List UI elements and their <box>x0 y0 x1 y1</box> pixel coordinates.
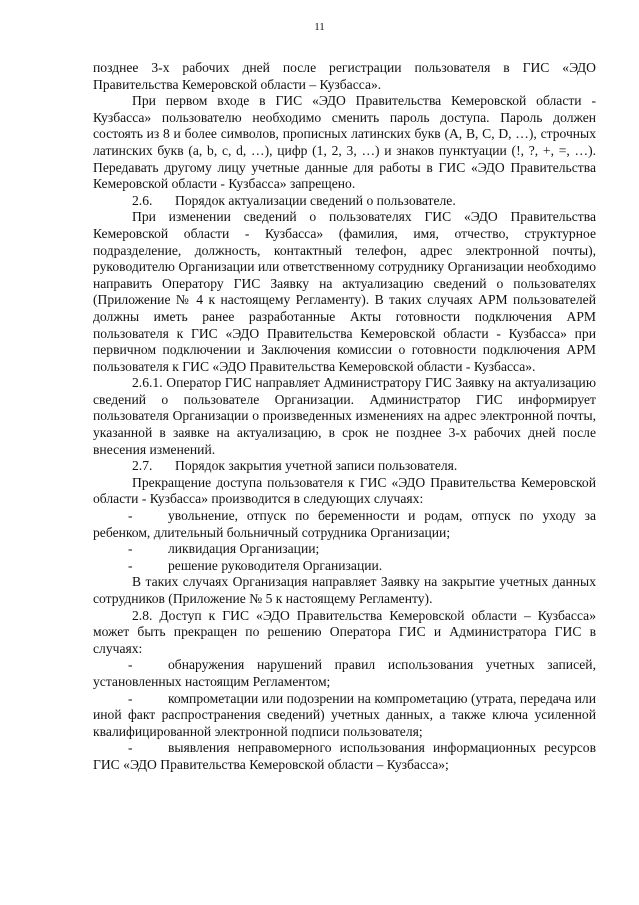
list-item <box>93 740 596 773</box>
paragraph: позднее 3-х рабочих дней после регистрации пользователя в ГИС «ЭДО Правительства Кемеровской области – Кузбасса». <box>93 60 596 92</box>
dash-marker: - <box>128 557 133 573</box>
paragraph: В таких случаях Организация направляет Заявку на закрытие учетных данных сотрудников (Приложение № 5 к настоящему Регламенту). <box>93 574 596 606</box>
dash-marker: - <box>128 657 133 673</box>
list-item-text: увольнение, отпуск по беременности и родам, отпуск по уходу за ребенком, длительный больничный сотрудника Организации; <box>93 508 596 540</box>
list-item-text: ликвидация Организации; <box>168 541 320 557</box>
section-number: 2.6. <box>132 192 153 208</box>
section-number: 2.7. <box>132 458 153 474</box>
list-item <box>93 691 596 741</box>
section-title: Порядок закрытия учетной записи пользователя. <box>175 458 458 474</box>
paragraph: При первом входе в ГИС «ЭДО Правительства Кемеровской области - Кузбасса» пользователю необходимо сменить пароль доступа. Пароль должен состоять из 8 и более символов, прописных латинских букв (A, B, C, D, …), строчных латинских букв (a, b, c, d, …), цифр (1, 2, 3, …) и знаков пунктуации (!, ?, +, =, …). Передавать другому лицу учетные данные для работы в ГИС «ЭДО Правительства Кемеровской области - Кузбасса» запрещено. <box>93 93 596 192</box>
paragraph: Прекращение доступа пользователя к ГИС «ЭДО Правительства Кемеровской области - Кузбасса» производится в следующих случаях: <box>93 474 596 507</box>
dash-marker: - <box>128 508 133 524</box>
section-heading-2-6 <box>93 193 596 210</box>
list-item-text: обнаружения нарушений правил использования учетных записей, установленных настоящим Регламентом; <box>93 657 596 689</box>
document-body <box>93 60 596 774</box>
paragraph: При изменении сведений о пользователях ГИС «ЭДО Правительства Кемеровской области - Кузбасса» (фамилия, имя, отчество, структурное подразделение, должность, контактный телефон, адрес электронной почты), руководителю Организации или ответственному сотруднику Организации необходимо направить Оператору ГИС Заявку на актуализацию сведений о пользователях (Приложение № 4 к настоящему Регламенту). В таких случаях АРМ пользователей должны иметь ранее разработанные Акты готовности подключения АРМ пользователя к ГИС «ЭДО Правительства Кемеровской области - Кузбасса» при первичном подключении и Заключения комиссии о готовности подключения АРМ пользователя к ГИС «ЭДО Правительства Кемеровской области - Кузбасса». <box>93 209 596 374</box>
list-item <box>93 541 596 558</box>
dash-marker: - <box>128 740 133 756</box>
section-heading-2-7 <box>93 458 596 475</box>
list-item-text: решение руководителя Организации. <box>168 557 383 573</box>
list-item-text: компрометации или подозрении на компрометацию (утрата, передача или иной факт распространения сведений) учетных данных, а также ключа усиленной квалифицированной электронной подписи пользователя; <box>93 690 596 739</box>
section-paragraph-2-8: 2.8. Доступ к ГИС «ЭДО Правительства Кемеровской области – Кузбасса» может быть прекращен по решению Оператора ГИС и Администратора ГИС в случаях: <box>93 607 596 656</box>
list-item <box>93 508 596 541</box>
dash-marker: - <box>128 541 133 557</box>
subsection-paragraph-2-6-1: 2.6.1. Оператор ГИС направляет Администратору ГИС Заявку на актуализацию сведений о пользователе Организации. Администратор ГИС информирует пользователя Организации о произведенных изменениях на адрес электронной почты, указанной в заявке на актуализацию, в срок не позднее 3-х рабочих дней после внесения изменений. <box>93 375 596 457</box>
dash-marker: - <box>128 690 133 706</box>
page-number: 11 <box>314 21 325 33</box>
list-item <box>93 558 596 575</box>
list-item <box>93 657 596 690</box>
section-title: Порядок актуализации сведений о пользователе. <box>175 192 456 208</box>
list-item-text: выявления неправомерного использования информационных ресурсов ГИС «ЭДО Правительства Кемеровской области – Кузбасса»; <box>93 740 596 772</box>
